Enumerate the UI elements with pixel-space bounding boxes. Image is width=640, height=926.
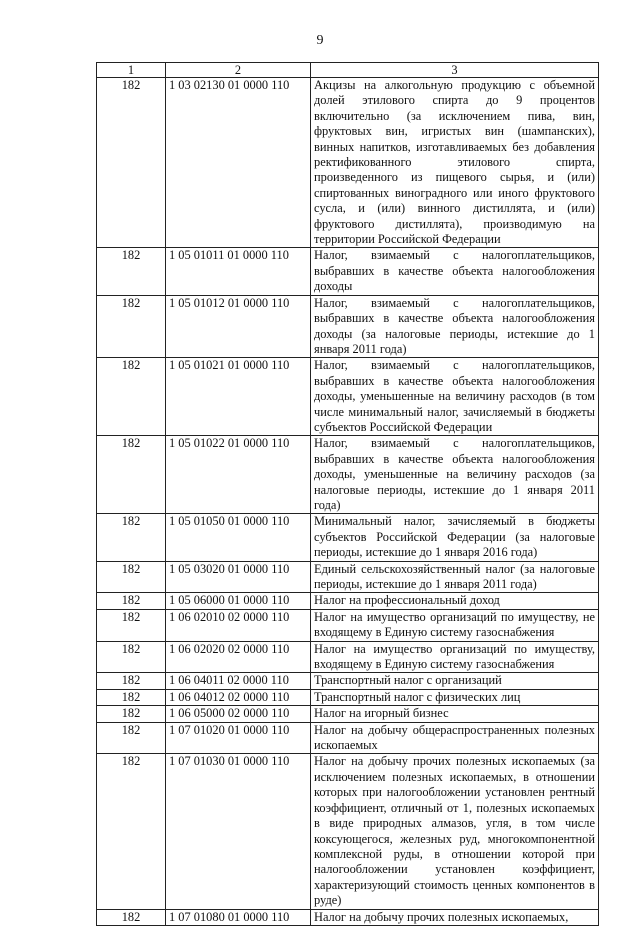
- revenue-name-cell: Налог, взимаемый с налогоплательщиков, выбравших в качестве объекта налогообложения доходы (за налоговые периоды, истекшие до 1 января 2011 года): [311, 295, 599, 358]
- table-row: [97, 358, 599, 436]
- budget-code-cell: 1 06 04011 02 0000 110: [166, 673, 311, 689]
- table-row: [97, 248, 599, 295]
- revenue-name-cell: Налог, взимаемый с налогоплательщиков, выбравших в качестве объекта налогообложения доходы, уменьшенные на величину расходов (за налоговые периоды, истекшие до 1 января 2011 года): [311, 436, 599, 514]
- budget-code-cell: 1 07 01030 01 0000 110: [166, 754, 311, 909]
- admin-code-cell: 182: [97, 909, 166, 925]
- budget-code-cell: 1 05 01050 01 0000 110: [166, 514, 311, 561]
- budget-code-cell: 1 06 04012 02 0000 110: [166, 689, 311, 705]
- table-row: [97, 641, 599, 673]
- revenue-name-cell: Налог на игорный бизнес: [311, 706, 599, 722]
- admin-code-cell: 182: [97, 295, 166, 358]
- revenue-name-cell: Транспортный налог с физических лиц: [311, 689, 599, 705]
- budget-code-cell: 1 05 06000 01 0000 110: [166, 593, 311, 609]
- admin-code-cell: 182: [97, 436, 166, 514]
- revenue-name-cell: Транспортный налог с организаций: [311, 673, 599, 689]
- page-number: 9: [316, 33, 324, 48]
- table-row: [97, 609, 599, 641]
- table-row: [97, 514, 599, 561]
- admin-code-cell: 182: [97, 706, 166, 722]
- admin-code-cell: 182: [97, 593, 166, 609]
- budget-code-cell: 1 05 01022 01 0000 110: [166, 436, 311, 514]
- admin-code-cell: 182: [97, 722, 166, 754]
- revenue-name-cell: Налог на имущество организаций по имуществу, не входящему в Единую систему газоснабжения: [311, 609, 599, 641]
- table-row: [97, 909, 599, 925]
- table-row: [97, 436, 599, 514]
- admin-code-cell: 182: [97, 609, 166, 641]
- revenue-name-cell: Налог на имущество организаций по имуществу, входящему в Единую систему газоснабжения: [311, 641, 599, 673]
- admin-code-cell: 182: [97, 673, 166, 689]
- admin-code-cell: 182: [97, 514, 166, 561]
- table-row: [97, 561, 599, 593]
- admin-code-cell: 182: [97, 358, 166, 436]
- revenue-name-cell: Налог на добычу прочих полезных ископаемых (за исключением полезных ископаемых, в отношении которых при налогообложении установлен рентный коэффициент, отличный от 1, полезных ископаемых в виде природных алмазов, угля, в том числе коксующегося, железных руд, многокомпонентной комплексной руды, в отношении которой при налогообложении установлен коэффициент, характеризующий стоимость ценных компонентов в руде): [311, 754, 599, 909]
- revenue-name-cell: Налог на профессиональный доход: [311, 593, 599, 609]
- budget-code-cell: 1 05 03020 01 0000 110: [166, 561, 311, 593]
- header-col-2: 2: [166, 63, 311, 78]
- budget-code-cell: 1 06 05000 02 0000 110: [166, 706, 311, 722]
- admin-code-cell: 182: [97, 754, 166, 909]
- table-row: [97, 689, 599, 705]
- budget-code-cell: 1 05 01011 01 0000 110: [166, 248, 311, 295]
- table-header-row: [97, 63, 599, 78]
- revenue-name-cell: Налог, взимаемый с налогоплательщиков, выбравших в качестве объекта налогообложения доходы, уменьшенные на величину расходов (в том числе минимальный налог, зачисляемый в бюджеты субъектов Российской Федерации: [311, 358, 599, 436]
- budget-code-cell: 1 06 02010 02 0000 110: [166, 609, 311, 641]
- admin-code-cell: 182: [97, 689, 166, 705]
- budget-code-cell: 1 03 02130 01 0000 110: [166, 78, 311, 248]
- budget-code-cell: 1 07 01080 01 0000 110: [166, 909, 311, 925]
- table-row: [97, 78, 599, 248]
- header-col-3: 3: [311, 63, 599, 78]
- revenue-name-cell: Налог, взимаемый с налогоплательщиков, выбравших в качестве объекта налогообложения доходы: [311, 248, 599, 295]
- budget-code-cell: 1 05 01012 01 0000 110: [166, 295, 311, 358]
- table-row: [97, 706, 599, 722]
- admin-code-cell: 182: [97, 78, 166, 248]
- table-row: [97, 722, 599, 754]
- revenue-name-cell: Единый сельскохозяйственный налог (за налоговые периоды, истекшие до 1 января 2011 года): [311, 561, 599, 593]
- revenue-name-cell: Минимальный налог, зачисляемый в бюджеты субъектов Российской Федерации (за налоговые периоды, истекшие до 1 января 2016 года): [311, 514, 599, 561]
- table-row: [97, 295, 599, 358]
- budget-code-cell: 1 06 02020 02 0000 110: [166, 641, 311, 673]
- table-row: [97, 754, 599, 909]
- budget-code-cell: 1 05 01021 01 0000 110: [166, 358, 311, 436]
- revenue-name-cell: Акцизы на алкогольную продукцию с объемной долей этилового спирта до 9 процентов включительно (за исключением пива, вин, фруктовых вин, игристых вин (шампанских), винных напитков, изготавливаемых без добавления ректификованного этилового спирта, произведенного из пищевого сырья, и (или) спиртованных виноградного или иного фруктового сусла, и (или) винного дистиллята, и (или) фруктового дистиллята), производимую на территории Российской Федерации: [311, 78, 599, 248]
- admin-code-cell: 182: [97, 641, 166, 673]
- revenue-codes-table: [96, 62, 599, 926]
- admin-code-cell: 182: [97, 561, 166, 593]
- admin-code-cell: 182: [97, 248, 166, 295]
- header-col-1: 1: [97, 63, 166, 78]
- budget-code-cell: 1 07 01020 01 0000 110: [166, 722, 311, 754]
- revenue-name-cell: Налог на добычу общераспространенных полезных ископаемых: [311, 722, 599, 754]
- table-row: [97, 673, 599, 689]
- table-row: [97, 593, 599, 609]
- revenue-name-cell: Налог на добычу прочих полезных ископаемых,: [311, 909, 599, 925]
